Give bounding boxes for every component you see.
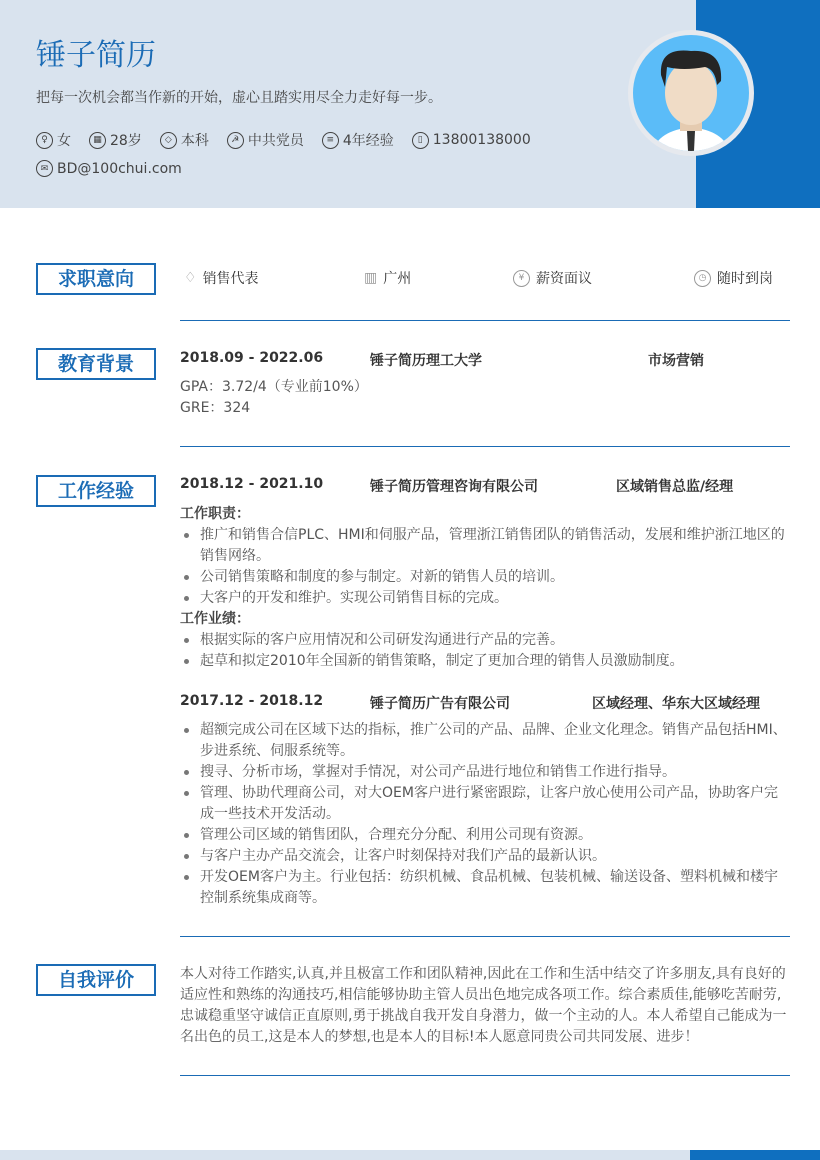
intent-availability-text: 随时到岗: [717, 271, 773, 287]
building-icon: ▥: [364, 270, 378, 286]
experience-years: 4年经验: [342, 133, 394, 149]
gender-icon: ♀: [36, 132, 53, 149]
section-label-education: 教育背景: [36, 348, 156, 380]
education-date: 2018.09 - 2022.06: [180, 350, 324, 366]
gender: 女: [57, 133, 71, 149]
list-item: 管理、协助代理商公司，对大OEM客户进行紧密跟踪，让客户放心使用公司产品，协助客户完成一些技术开发活动。: [180, 783, 790, 825]
education-icon: ◇: [160, 132, 177, 149]
phone: 13800138000: [432, 132, 531, 148]
gre: GRE：324: [180, 400, 251, 416]
gpa: GPA：3.72/4（专业前10%）: [180, 379, 368, 395]
list-item: 与客户主办产品交流会，让客户时刻保持对我们产品的最新认识。: [180, 846, 790, 867]
list-item: 搜寻、分析市场，掌握对手情况，对公司产品进行地位和销售工作进行指导。: [180, 762, 790, 783]
footer-accent: [690, 1150, 820, 1160]
list-item: 根据实际的客户应用情况和公司研发沟通进行产品的完善。: [180, 630, 790, 651]
experience-icon: ≡: [322, 132, 339, 149]
age: 28岁: [110, 133, 142, 149]
calendar-icon: ▦: [89, 132, 106, 149]
job-title: 区域销售总监/经理: [616, 479, 734, 495]
political-status: 中共党员: [247, 133, 304, 149]
list-item: 推广和销售合信PLC、HMI和伺服产品，管理浙江销售团队的销售活动，发展和维护浙江地区的销售网络。: [180, 525, 790, 567]
email-row: [36, 160, 182, 177]
personal-info: [36, 130, 531, 150]
section-label-work: 工作经验: [36, 475, 156, 507]
divider: [180, 1075, 790, 1076]
job-details: [180, 504, 790, 672]
intent-availability: [694, 268, 773, 288]
job-title: 区域经理、华东大区域经理: [592, 696, 760, 712]
job-company: 锤子简历管理咨询有限公司: [370, 479, 538, 495]
clock-icon: ◷: [694, 270, 711, 287]
avatar: [628, 30, 754, 156]
education-major: 市场营销: [648, 353, 704, 369]
phone-icon: ▯: [412, 132, 429, 149]
divider: [180, 320, 790, 321]
party-icon: ☭: [227, 132, 244, 149]
list-item: 起草和拟定2010年全国新的销售策略，制定了更加合理的销售人员激励制度。: [180, 651, 790, 672]
list-item: 大客户的开发和维护。实现公司销售目标的完成。: [180, 588, 790, 609]
education-school: 锤子简历理工大学: [370, 353, 482, 369]
yen-icon: ¥: [513, 270, 530, 287]
section-label-self-evaluation: 自我评价: [36, 964, 156, 996]
divider: [180, 936, 790, 937]
job-date: 2018.12 - 2021.10: [180, 476, 324, 492]
intent-salary: [513, 268, 592, 288]
intent-position-text: 销售代表: [202, 271, 259, 287]
self-evaluation-text: 本人对待工作踏实,认真,并且极富工作和团队精神,因此在工作和生活中结交了许多朋友,具有良好的适应性和熟练的沟通技巧,相信能够协助主管人员出色地完成各项工作。综合素质佳,能够吃苦耐劳,忠诚稳重坚守诚信正直原则,勇于挑战自我开发自身潜力，做一个主动的人。本人希望自己能成为一名出色的员工,这是本人的梦想,也是本人的目标!本人愿意同贵公司共同发展、进步！: [180, 966, 787, 1045]
intent-salary-text: 薪资面议: [536, 271, 592, 287]
degree: 本科: [180, 133, 209, 149]
job-details: [180, 720, 790, 909]
list-item: 开发OEM客户为主。行业包括：纺织机械、食品机械、包装机械、输送设备、塑料机械和楼宇控制系统集成商等。: [180, 867, 790, 909]
section-label-intent: 求职意向: [36, 263, 156, 295]
list-item: 超额完成公司在区域下达的指标，推广公司的产品、品牌、企业文化理念。销售产品包括HMI、步进系统、伺服系统等。: [180, 720, 790, 762]
education-details: [180, 377, 790, 419]
job-date: 2017.12 - 2018.12: [180, 693, 324, 709]
intent-city-text: 广州: [383, 271, 412, 287]
list-item: 管理公司区域的销售团队，合理充分分配、利用公司现有资源。: [180, 825, 790, 846]
divider: [180, 446, 790, 447]
resume-name: 锤子简历: [36, 38, 156, 73]
motto: 把每一次机会都当作新的开始，虚心且踏实用尽全力走好每一步。: [36, 90, 442, 106]
email-icon: ✉: [36, 160, 53, 177]
duty-label: 工作职责：: [180, 506, 250, 522]
list-item: 公司销售策略和制度的参与制定。对新的销售人员的培训。: [180, 567, 790, 588]
achievement-label: 工作业绩：: [180, 611, 250, 627]
intent-position: [184, 268, 259, 288]
job-company: 锤子简历广告有限公司: [370, 696, 510, 712]
tie-icon: ♢: [184, 270, 197, 286]
email: BD@100chui.com: [57, 160, 182, 177]
intent-city: [364, 268, 411, 288]
